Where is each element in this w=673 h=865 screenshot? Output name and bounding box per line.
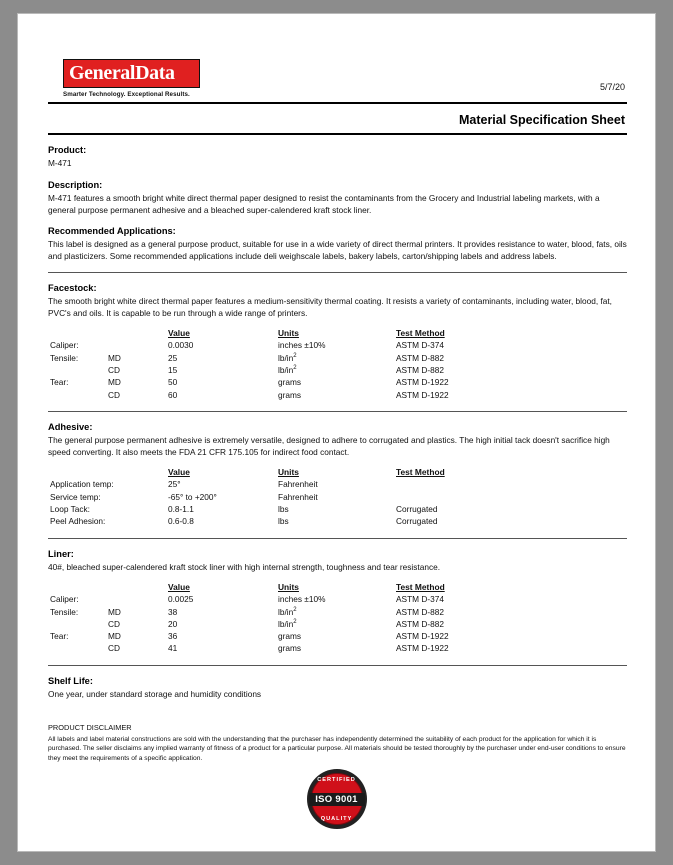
cell-test-method: ASTM D-374 [396, 340, 444, 351]
col-value: Value [168, 467, 190, 478]
col-test-method: Test Method [396, 328, 445, 339]
cell-units: Fahrenheit [278, 491, 318, 502]
seal-bottom-text: QUALITY [320, 816, 353, 822]
cell-units: grams [278, 377, 302, 388]
cell-value: 60 [168, 389, 178, 400]
cell-value: 36 [168, 631, 178, 642]
col-test-method: Test Method [396, 582, 445, 593]
title-divider [48, 133, 627, 135]
cell-property [50, 619, 108, 631]
disclaimer-text: All labels and label material constructions are sold with the understanding that the purchaser has independently determined the suitability of each product for the application for which it is purchased. The seller disclaims any implied warranty of fitness of a product for a particular purpose. All materials should be tested thoroughly by the purchaser under end-user conditions to ensure they meet the requirements of a specific application. [48, 735, 626, 762]
table-row [50, 607, 536, 619]
applications-divider [48, 272, 627, 273]
adhesive-label: Adhesive: [48, 421, 93, 432]
seal-center-text: ISO 9001 [315, 794, 358, 805]
table-row [50, 594, 536, 606]
document-page [17, 13, 656, 852]
col-units: Units [278, 467, 299, 478]
units-exponent: 2 [293, 352, 297, 359]
table-row [50, 516, 536, 528]
cell-units: $lb/in^2$ [278, 618, 297, 629]
logo-text-data: Data [135, 62, 175, 84]
cell-units: lbs [278, 504, 289, 514]
col-property [50, 328, 108, 340]
product-label: Product: [48, 145, 87, 155]
seal-top-text: CERTIFIED [317, 777, 356, 783]
cell-test-method: ASTM D-882 [396, 618, 444, 629]
table-row [50, 340, 536, 352]
cell-units: grams [278, 643, 302, 654]
cell-direction [108, 340, 168, 352]
cell-units: inches ±10% [278, 340, 326, 351]
table-row [50, 643, 536, 655]
col-test-method: Test Method [396, 467, 445, 478]
col-units: Units [278, 328, 299, 339]
facestock-table [50, 328, 536, 401]
cell-units: $lb/in^2$ [278, 606, 297, 617]
cell-units: $lb/in^2$ [278, 365, 297, 376]
cell-direction: MD [108, 352, 121, 363]
cell-test-method: ASTM D-1922 [396, 389, 449, 400]
cell-value: 0.6-0.8 [168, 516, 194, 527]
iso-certification-seal [18, 769, 655, 829]
facestock-text: The smooth bright white direct thermal paper features a medium-sensitivity thermal coating. It resists a variety of contaminants, including water, blood, fat, PVC's and oils. It is capable to be run through a wide range of printers. [48, 295, 612, 318]
cell-units: inches ±10% [278, 594, 326, 605]
cell-property [50, 643, 108, 655]
description-label: Description: [48, 179, 103, 190]
table-header-row [50, 328, 536, 340]
section-disclaimer [48, 723, 627, 764]
logo-text-general: General [69, 62, 136, 84]
shelf-life-label: Shelf Life: [48, 675, 93, 686]
cell-direction: CD [108, 643, 120, 654]
cell-value: 25 [168, 352, 178, 363]
table-row [50, 631, 536, 643]
table-row [50, 619, 536, 631]
col-property [50, 582, 108, 594]
col-units: Units [278, 582, 299, 593]
cell-value: 20 [168, 618, 178, 629]
cell-property: Tensile: [50, 606, 79, 617]
cell-value: 50 [168, 377, 178, 388]
cell-value: 41 [168, 643, 178, 654]
cell-property: Caliper: [50, 340, 79, 351]
section-liner [48, 549, 627, 656]
cell-test-method: ASTM D-882 [396, 606, 444, 617]
section-adhesive [48, 422, 627, 529]
section-shelf-life [48, 676, 627, 701]
col-property [50, 467, 168, 479]
cell-test-method: ASTM D-1922 [396, 643, 449, 654]
table-row [50, 377, 536, 389]
table-row [50, 479, 536, 491]
cell-property: Application temp: [50, 479, 114, 490]
section-facestock [48, 283, 627, 402]
col-direction [108, 582, 168, 594]
facestock-divider [48, 411, 627, 412]
cell-test-method: ASTM D-374 [396, 594, 444, 605]
cell-direction: CD [108, 618, 120, 629]
cell-units: Fahrenheit [278, 479, 318, 490]
cell-direction [108, 594, 168, 606]
page-title: Material Specification Sheet [458, 113, 625, 127]
cell-direction: MD [108, 631, 121, 642]
cell-units: grams [278, 389, 302, 400]
logo-tagline: Smarter Technology. Exceptional Results. [63, 91, 190, 98]
adhesive-divider [48, 538, 627, 539]
table-row [50, 390, 536, 402]
document-date: 5/7/20 [599, 82, 625, 92]
applications-text: This label is designed as a general purpose product, suitable for use in a wide variety of direct thermal printers. It provides resistance to water, blood, fats, oils and plasticizers. Some recommended applications include deli weighscale labels, bakery labels, carton/shipping labels and address labels. [48, 239, 627, 262]
cell-test-method: Corrugated [396, 516, 438, 527]
header-divider [48, 102, 627, 104]
cell-units: grams [278, 631, 302, 642]
units-exponent: 2 [293, 619, 297, 626]
col-value: Value [168, 328, 190, 339]
description-text: M-471 features a smooth bright white direct thermal paper designed to resist the contaminants from the Grocery and Industrial labeling markets, with a general purpose permanent adhesive and a bleached super-calendered kraft stock liner. [48, 192, 600, 215]
table-row [50, 353, 536, 365]
logo-box [63, 59, 200, 88]
cell-direction: MD [108, 377, 121, 388]
cell-test-method [396, 492, 536, 504]
section-recommended-applications [48, 226, 627, 263]
product-value: M-471 [48, 158, 72, 168]
general-data-logo [63, 59, 200, 98]
cell-test-method: ASTM D-882 [396, 352, 444, 363]
liner-label: Liner: [48, 548, 74, 559]
units-exponent: 2 [293, 365, 297, 372]
col-direction [108, 328, 168, 340]
col-value: Value [168, 582, 190, 593]
cell-property: Tensile: [50, 352, 79, 363]
liner-divider [48, 665, 627, 666]
cell-property [50, 365, 108, 377]
cell-test-method: ASTM D-1922 [396, 377, 449, 388]
cell-value: 0.8-1.1 [168, 504, 194, 514]
cell-value: 25° [168, 479, 181, 490]
cell-direction: CD [108, 389, 120, 400]
cell-value: 15 [168, 365, 178, 376]
facestock-label: Facestock: [48, 282, 97, 293]
cell-units: $lb/in^2$ [278, 352, 297, 363]
cell-test-method [396, 479, 536, 491]
section-product [48, 145, 627, 170]
cell-value: 38 [168, 606, 178, 617]
cell-property: Caliper: [50, 594, 79, 605]
cell-direction: MD [108, 606, 121, 617]
cell-test-method: Corrugated [396, 504, 438, 514]
cell-property [50, 390, 108, 402]
table-header-row [50, 582, 536, 594]
table-row [50, 504, 536, 516]
disclaimer-title: PRODUCT DISCLAIMER [48, 722, 132, 732]
cell-property: Service temp: [50, 491, 101, 502]
table-row [50, 365, 536, 377]
applications-label: Recommended Applications: [48, 226, 176, 237]
cell-test-method: ASTM D-882 [396, 365, 444, 376]
table-row [50, 492, 536, 504]
cell-direction: CD [108, 365, 120, 376]
liner-text: 40#, bleached super-calendered kraft stock liner with high internal strength, toughness and tear resistance. [48, 561, 441, 572]
cell-property: Tear: [50, 377, 69, 388]
cell-value: 0.0030 [168, 340, 194, 351]
document-header [48, 42, 627, 100]
table-header-row [50, 467, 536, 479]
liner-table [50, 582, 536, 655]
cell-property: Tear: [50, 631, 69, 642]
cell-property: Loop Tack: [50, 504, 90, 514]
adhesive-text: The general purpose permanent adhesive is extremely versatile, designed to adhere to corrugated and plastics. The high initial tack doesn't sacrifice high speed converting. It also meets the FDA 21 CFR 175.105 for indirect food contact. [48, 434, 610, 457]
cell-value: -65° to +200° [168, 491, 217, 502]
cell-value: 0.0025 [168, 594, 194, 605]
units-exponent: 2 [293, 606, 297, 613]
cell-test-method: ASTM D-1922 [396, 631, 449, 642]
shelf-life-text: One year, under standard storage and humidity conditions [48, 688, 262, 699]
adhesive-table [50, 467, 536, 528]
section-description [48, 180, 627, 217]
cell-units: lbs [278, 516, 289, 527]
cell-property: Peel Adhesion: [50, 516, 106, 527]
